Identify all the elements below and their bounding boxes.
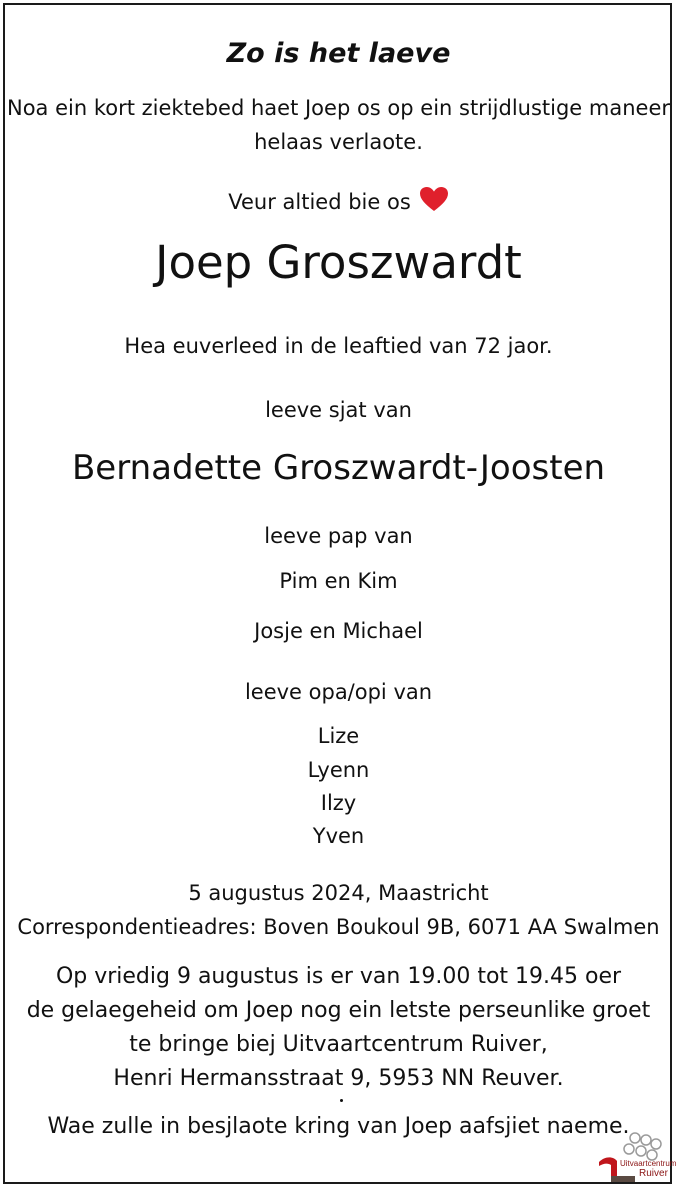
intro-line-2: helaas verlaote. [254, 130, 423, 154]
grandchild-entry: Lize [317, 724, 360, 748]
age-line: Hea euverleed in de leaftied van 72 jaor. [124, 334, 553, 358]
visitation-line: te bringe biej Uitvaartcentrum Ruiver, [129, 1032, 548, 1057]
logo-text-line-2: Ruiver [639, 1168, 668, 1179]
logo-text-line-1: Uitvaartcentrum [620, 1159, 677, 1168]
separator-dot [340, 1099, 343, 1102]
heart-icon [419, 186, 449, 217]
child-entry: Pim en Kim [279, 569, 398, 593]
grandchild-entry: Yven [312, 824, 365, 848]
grandchild-entry: Ilzy [320, 791, 357, 815]
funeral-home-logo [597, 1132, 677, 1184]
grandchild-entry: Lyenn [307, 758, 370, 782]
grandchildren-intro: leeve opa/opi van [244, 680, 433, 704]
child-entry: Josje en Michael [254, 619, 423, 643]
always-with-us-text: Veur altied bie os [228, 190, 411, 214]
children-intro: leeve pap van [264, 524, 413, 548]
visitation-line: Henri Hermansstraat 9, 5953 NN Reuver. [113, 1066, 564, 1091]
spouse-intro: leeve sjat van [265, 398, 412, 422]
visitation-line: de gelaegeheid om Joep nog ein letste perseunlike groet [26, 998, 651, 1023]
intro-line-1: Noa ein kort ziektebed haet Joep os op ein strijdlustige maneer [6, 96, 671, 120]
motto: Zo is het laeve [226, 38, 451, 69]
date-place: 5 augustus 2024, Maastricht [188, 881, 489, 905]
correspondence-address: Correspondentieadres: Boven Boukoul 9B, 6071 AA Swalmen [17, 915, 660, 939]
always-with-us-line [0, 186, 677, 217]
farewell-line: Wae zulle in besjlaote kring van Joep aafsjiet naeme. [47, 1114, 630, 1139]
deceased-name: Joep Groszwardt [155, 236, 522, 289]
spouse-name: Bernadette Groszwardt-Joosten [71, 448, 606, 488]
visitation-line: Op vriedig 9 augustus is er van 19.00 tot 19.45 oer [55, 964, 622, 989]
